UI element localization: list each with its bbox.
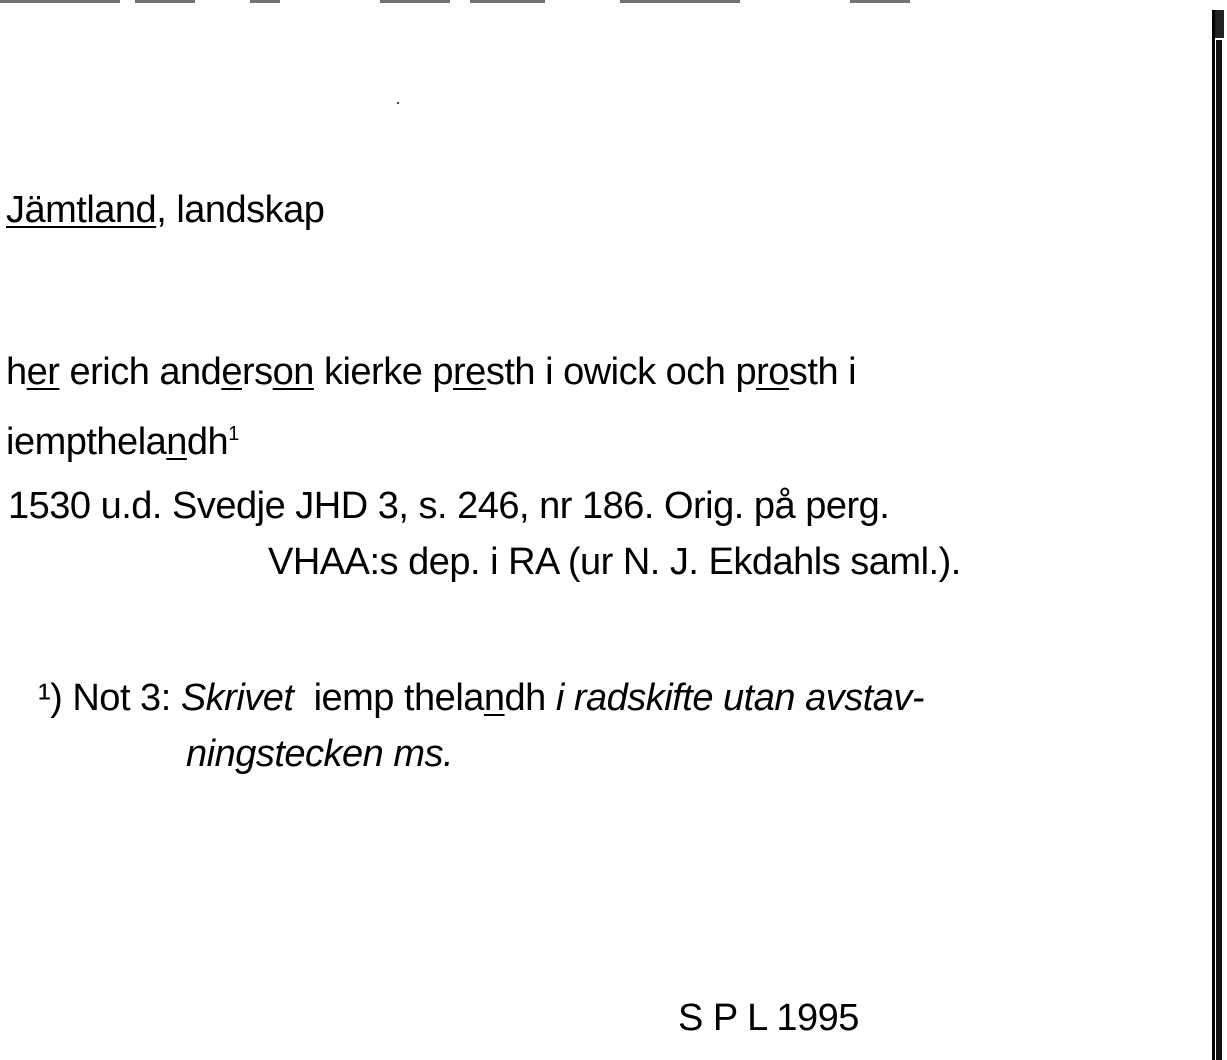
entry-segment: h bbox=[6, 351, 27, 393]
source-line-2: VHAA:s dep. i RA (ur N. J. Ekdahls saml.). bbox=[268, 541, 961, 583]
note-plain-1: iemp thela bbox=[293, 677, 484, 719]
entry-segment-underlined: re bbox=[453, 351, 486, 393]
note-italic-2: i radskifte utan avstav- bbox=[555, 677, 925, 719]
note-plain-2: dh bbox=[504, 677, 556, 719]
entry-line-2 bbox=[6, 420, 239, 470]
note-marker: ¹) Not 3: bbox=[38, 677, 181, 719]
entry-line-1 bbox=[6, 350, 856, 394]
note-line-1 bbox=[38, 676, 924, 720]
note-italic-1: Skrivet bbox=[180, 677, 294, 719]
note-line-2: ningstecken ms. bbox=[186, 733, 454, 775]
heading-place: Jämtland bbox=[6, 189, 157, 231]
scan-right-edge bbox=[1212, 10, 1224, 1060]
entry-line-2-underlined: n bbox=[166, 421, 187, 463]
note-plain-underlined: n bbox=[483, 677, 505, 719]
entry-segment: sth i owick och p bbox=[485, 351, 757, 393]
entry-segment-underlined: on bbox=[272, 351, 314, 393]
entry-line-2-pre: iempthela bbox=[6, 421, 167, 463]
entry-segment: erich and bbox=[59, 351, 222, 393]
entry-segment: sth i bbox=[788, 351, 857, 393]
entry-segment-underlined: er bbox=[26, 351, 60, 393]
scan-top-marks bbox=[0, 0, 1227, 6]
entry-segment-underlined: e bbox=[221, 351, 242, 393]
footer-signature: S P L 1995 bbox=[678, 997, 859, 1039]
entry-segment: kierke p bbox=[313, 351, 454, 393]
heading-rest: , landskap bbox=[156, 189, 325, 231]
entry-segment: rs bbox=[241, 351, 273, 393]
entry-segment-underlined: ro bbox=[756, 351, 789, 393]
source-line-1: 1530 u.d. Svedje JHD 3, s. 246, nr 186. Orig. på perg. bbox=[8, 485, 890, 527]
entry-line-2-post: dh bbox=[186, 421, 229, 463]
heading-line bbox=[6, 188, 324, 232]
scan-speck bbox=[397, 102, 399, 104]
footnote-ref: 1 bbox=[228, 423, 239, 445]
